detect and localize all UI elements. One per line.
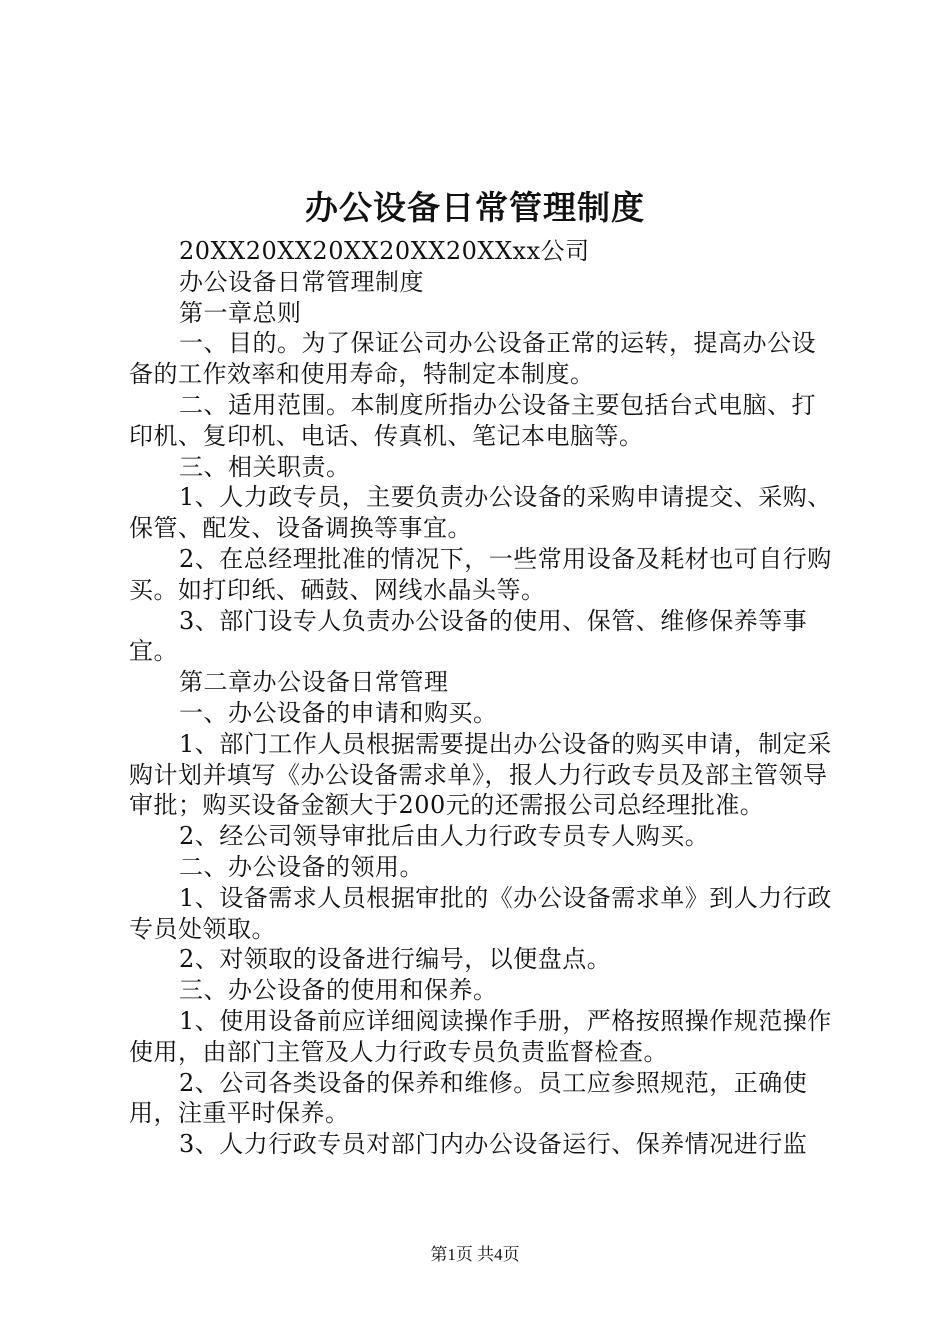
paragraph: 3、部门设专人负责办公设备的使用、保管、维修保养等事宜。 [129,606,808,666]
paragraph: 2、对领取的设备进行编号，以便盘点。 [179,945,612,974]
paragraph: 2、经公司领导审批后由人力行政专员专人购买。 [179,822,710,851]
paragraph: 一、办公设备的申请和购买。 [179,698,498,727]
paragraph: 一、目的。为了保证公司办公设备正常的运转，提高办公设备的工作效率和使用寿命，特制定本制度。 [129,329,816,389]
paragraph: 三、相关职责。 [179,452,351,481]
document-body [129,236,834,1160]
paragraph: 2、在总经理批准的情况下，一些常用设备及耗材也可自行购买。如打印纸、硒鼓、网线水晶头等。 [129,544,832,604]
paragraph: 3、人力行政专员对部门内办公设备运行、保养情况进行监 [179,1130,808,1159]
chapter-heading: 第一章总则 [179,298,302,327]
paragraph: 1、使用设备前应详细阅读操作手册，严格按照操作规范操作使用，由部门主管及人力行政专员负责监督检查。 [129,1006,832,1066]
page-footer: 第1页 共4页 [430,1245,520,1264]
chapter-heading: 第二章办公设备日常管理 [179,668,449,697]
paragraph: 三、办公设备的使用和保养。 [179,976,498,1005]
paragraph: 二、办公设备的领用。 [179,852,424,881]
paragraph: 1、设备需求人员根据审批的《办公设备需求单》到人力行政专员处领取。 [129,883,832,943]
paragraph: 二、适用范围。本制度所指办公设备主要包括台式电脑、打印机、复印机、电话、传真机、笔记本电脑等。 [129,390,816,450]
paragraph: 1、人力政专员，主要负责办公设备的采购申请提交、采购、保管、配发、设备调换等事宜。 [129,483,832,543]
paragraph: 2、公司各类设备的保养和维修。员工应参照规范，正确使用，注重平时保养。 [129,1068,808,1128]
company-line: 20XX20XX20XX20XX20XXxx公司 [179,237,590,265]
document-title: 办公设备日常管理制度 [305,188,645,227]
subtitle-line: 办公设备日常管理制度 [179,267,424,296]
paragraph: 1、部门工作人员根据需要提出办公设备的购买申请，制定采购计划并填写《办公设备需求单》，报人力行政专员及部主管领导审批；购买设备金额大于200元的还需报公司总经理批准。 [129,729,832,820]
